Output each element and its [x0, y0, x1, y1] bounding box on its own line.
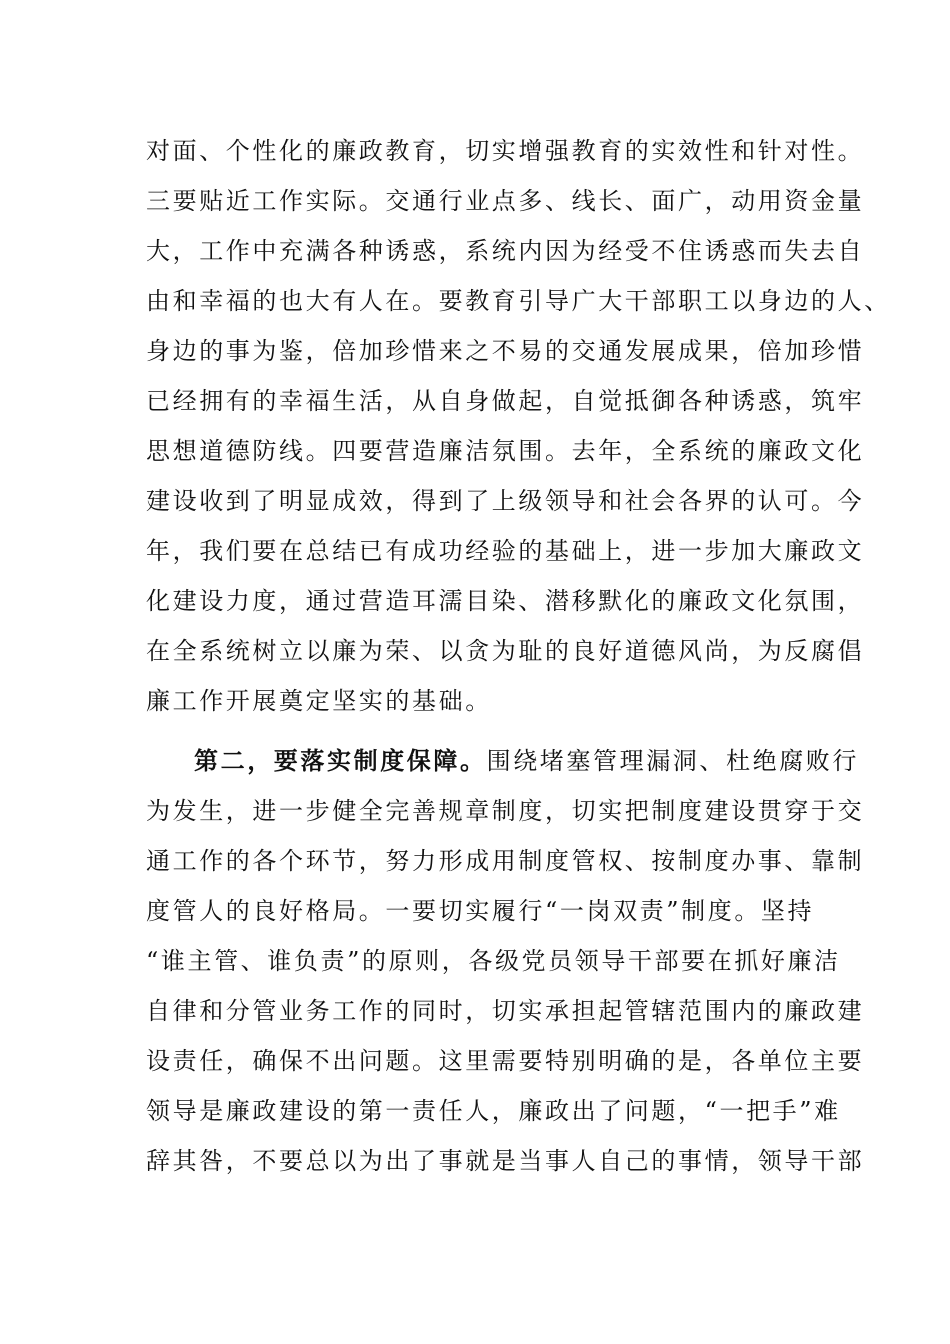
paragraph-1-line-8: 建设收到了明显成效，得到了上级领导和社会各界的认可。今	[146, 487, 865, 515]
paragraph-2-line-1	[194, 741, 874, 781]
paragraph-1-line-9: 年，我们要在总结已有成功经验的基础上，进一步加大廉政文	[146, 537, 865, 565]
section-heading: 第二，要落实制度保障。	[194, 746, 487, 775]
paragraph-2-line-1-text: 围绕堵塞管理漏洞、杜绝腐败行	[486, 747, 860, 775]
paragraph-1-line-1: 对面、个性化的廉政教育，切实增强教育的实效性和针对性。	[146, 137, 865, 165]
paragraph-1-line-4: 由和幸福的也大有人在。要教育引导广大干部职工以身边的人、	[146, 287, 891, 315]
paragraph-2-line-8: 领导是廉政建设的第一责任人，廉政出了问题，“一把手”难	[146, 1097, 841, 1125]
paragraph-1-line-3: 大，工作中充满各种诱惑，系统内因为经受不住诱惑而失去自	[146, 237, 865, 265]
paragraph-1-line-6: 已经拥有的幸福生活，从自身做起，自觉抵御各种诱惑，筑牢	[146, 387, 865, 415]
paragraph-2-line-5: “谁主管、谁负责”的原则，各级党员领导干部要在抓好廉洁	[146, 947, 841, 975]
paragraph-1-line-7: 思想道德防线。四要营造廉洁氛围。去年，全系统的廉政文化	[146, 437, 865, 465]
paragraph-1-line-10: 化建设力度，通过营造耳濡目染、潜移默化的廉政文化氛围，	[146, 587, 865, 615]
paragraph-2-line-7: 设责任，确保不出问题。这里需要特别明确的是，各单位主要	[146, 1047, 865, 1075]
paragraph-2-line-4: 度管人的良好格局。一要切实履行“一岗双责”制度。坚持	[146, 897, 815, 925]
paragraph-2-line-3: 通工作的各个环节，努力形成用制度管权、按制度办事、靠制	[146, 847, 865, 875]
paragraph-2-line-2: 为发生，进一步健全完善规章制度，切实把制度建设贯穿于交	[146, 797, 865, 825]
paragraph-2-line-6: 自律和分管业务工作的同时，切实承担起管辖范围内的廉政建	[146, 997, 865, 1025]
paragraph-1-line-5: 身边的事为鉴，倍加珍惜来之不易的交通发展成果，倍加珍惜	[146, 337, 865, 365]
paragraph-1-line-11: 在全系统树立以廉为荣、以贪为耻的良好道德风尚，为反腐倡	[146, 637, 865, 665]
paragraph-2-line-9: 辞其咎，不要总以为出了事就是当事人自己的事情，领导干部	[146, 1147, 865, 1175]
paragraph-1-line-12: 廉工作开展奠定坚实的基础。	[146, 687, 492, 715]
paragraph-1-line-2: 三要贴近工作实际。交通行业点多、线长、面广，动用资金量	[146, 187, 865, 215]
